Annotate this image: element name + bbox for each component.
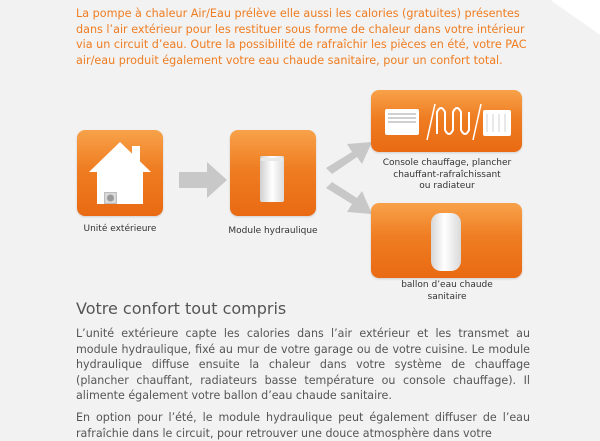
outdoor-unit-box bbox=[77, 130, 163, 216]
intro-paragraph: La pompe à chaleur Air/Eau prélève elle aussi les calories (gratuites) présentes dans l’air extérieur pour les restituer sous forme de chaleur dans votre intérieur via un circuit d’eau. Outre la possibilité de rafraîchir les pièces en été, votre PAC air/eau produit également votre eau chaude sanitaire, pour un confort total. bbox=[76, 7, 527, 67]
heating-emitters-icon bbox=[371, 90, 522, 152]
heating-emitters-label: Console chauffage, plancher chauffant-rafraîchissant ou radiateur bbox=[382, 158, 512, 191]
hydraulic-module-box bbox=[230, 130, 316, 216]
paragraph-2: En option pour l’été, le module hydraulique peut également diffuser de l’eau rafraîchie dans le circuit, pour retrouver une douce atmosphère dans votre bbox=[76, 411, 530, 440]
arrow-right-icon bbox=[177, 160, 229, 200]
hydraulic-module-icon bbox=[230, 130, 316, 216]
heating-emitters-box bbox=[371, 90, 522, 152]
hot-water-tank-box bbox=[371, 203, 522, 278]
page-corner-decoration bbox=[552, 0, 600, 36]
hot-water-tank-icon bbox=[371, 203, 522, 278]
section-title: Votre confort tout compris bbox=[76, 299, 287, 318]
hot-water-tank-label: ballon d’eau chaude sanitaire bbox=[401, 280, 493, 302]
hydraulic-module-label: Module hydraulique bbox=[228, 226, 318, 236]
house-icon bbox=[77, 130, 163, 216]
outdoor-unit-label: Unité extérieure bbox=[83, 224, 157, 234]
paragraph-1: L’unité extérieure capte les calories dans l’air extérieur et les transmet au module hydraulique, fixé au mur de votre garage ou de votre cuisine. Le module hydraulique diffuse ensuite la chaleur dans votre système de chauffage (plancher chauffant, radiateurs basse température ou console chauffage). Il alimente également votre ballon d’eau chaude sanitaire. bbox=[76, 327, 530, 402]
